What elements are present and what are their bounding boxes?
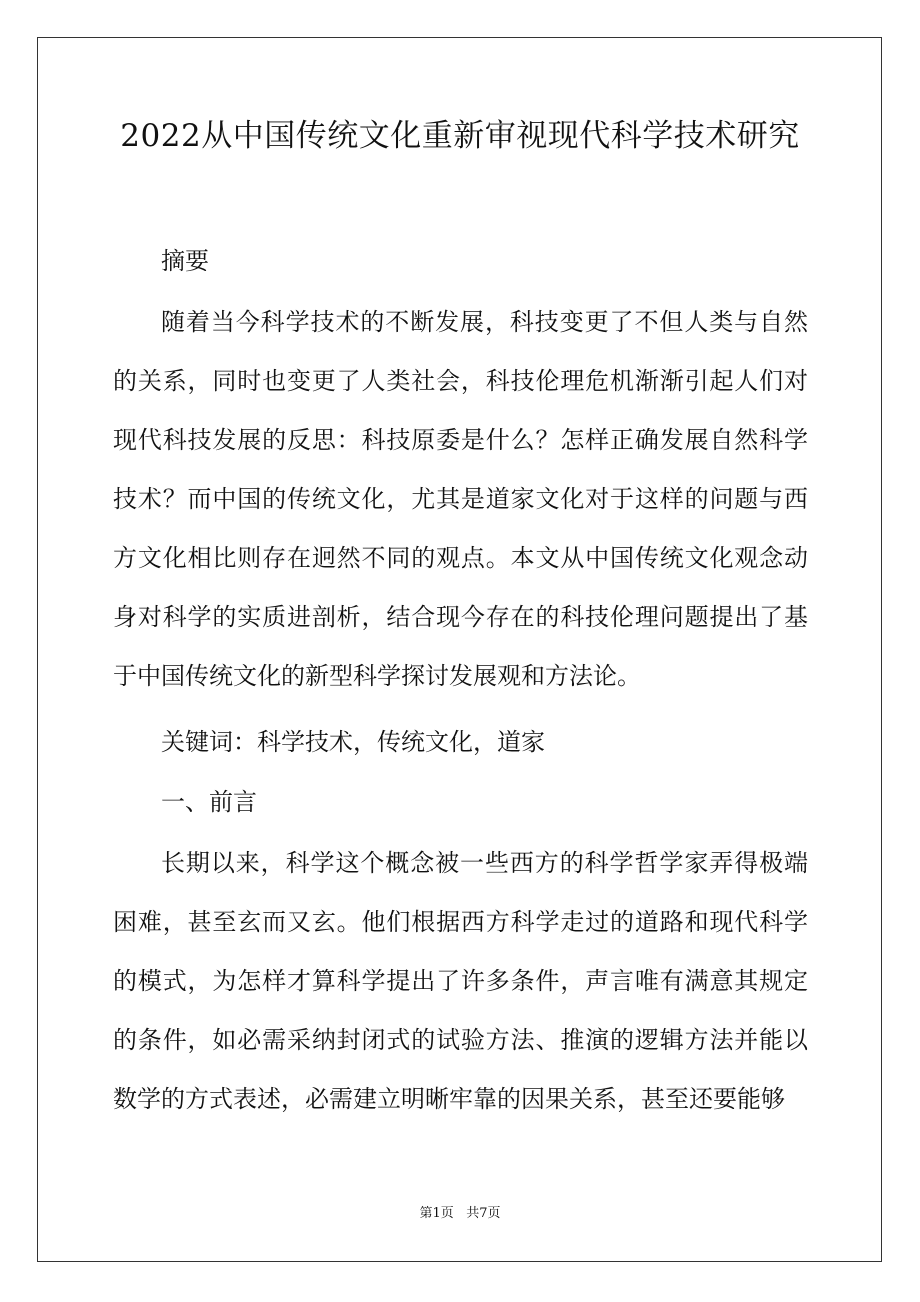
keywords-line: 关键词：科学技术，传统文化，道家 (161, 728, 545, 756)
abstract-paragraph: 随着当今科学技术的不断发展，科技变更了不但人类与自然的关系，同时也变更了人类社会，科技伦理危机渐渐引起人们对现代科技发展的反思：科技原委是什么？怎样正确发展自然科学技术？而中国的传统文化，尤其是道家文化对于这样的问题与西方文化相比则存在迥然不同的观点。本文从中国传统文化观念动身对科学的实质进剖析，结合现今存在的科技伦理问题提出了基于中国传统文化的新型科学探讨发展观和方法论。 (113, 308, 808, 690)
page-number: 第1页 (419, 1206, 454, 1221)
page-footer (0, 1204, 920, 1224)
section-heading-preface: 一、前言 (161, 788, 257, 816)
footer-spacer (454, 1206, 466, 1221)
abstract-heading: 摘要 (161, 247, 209, 275)
page-total: 共7页 (466, 1206, 501, 1221)
document-title: 2022从中国传统文化重新审视现代科学技术研究 (120, 118, 800, 154)
preface-paragraph: 长期以来，科学这个概念被一些西方的科学哲学家弄得极端困难，甚至玄而又玄。他们根据西方科学走过的道路和现代科学的模式，为怎样才算科学提出了许多条件，声言唯有满意其规定的条件，如必需采纳封闭式的试验方法、推演的逻辑方法并能以数学的方式表述，必需建立明晰牢靠的因果关系，甚至还要能够 (113, 849, 808, 1113)
